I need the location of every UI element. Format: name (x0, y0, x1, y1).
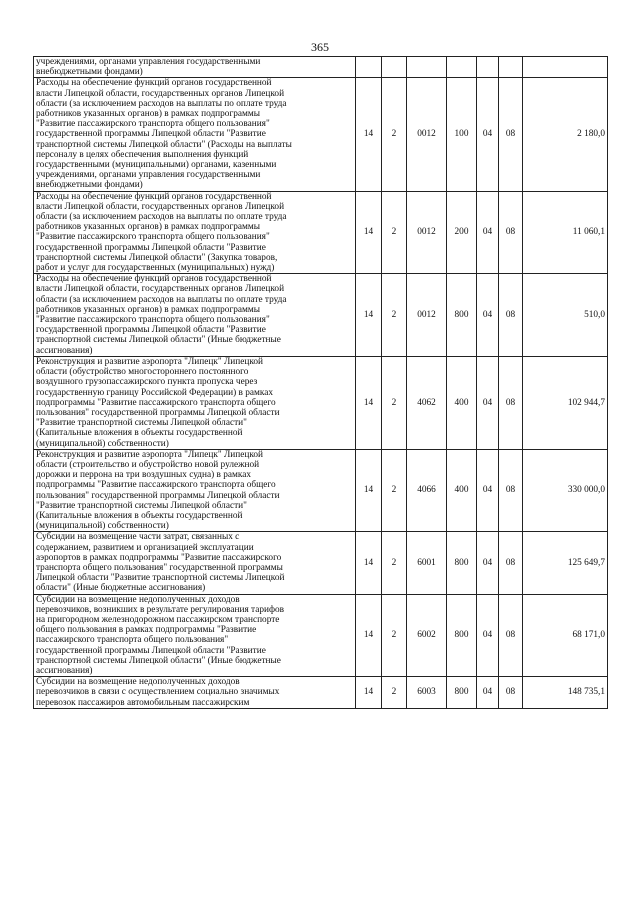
section-cell: 04 (477, 78, 499, 191)
description-line: учреждениями, органами управления государственными (36, 170, 261, 181)
description-cell (34, 191, 356, 274)
description-line: внебюджетными фондами) (36, 180, 143, 191)
description-line: "Развитие транспортной системы Липецкой области" (36, 500, 247, 511)
amount-cell: 148 735,1 (523, 677, 608, 709)
section-cell: 04 (477, 274, 499, 357)
description-line: области (за исключением расходов на выплаты по оплате труда (36, 294, 287, 305)
description-line: подпрограммы "Развитие пассажирского транспорта общего (36, 397, 276, 408)
description-line: Липецкой области "Развитие транспортной системы Липецкой (36, 573, 285, 584)
subsection-cell: 08 (499, 78, 523, 191)
subsection-cell: 08 (499, 532, 523, 594)
expense-type-cell: 100 (447, 78, 477, 191)
grbs-cell: 14 (356, 78, 382, 191)
program-cell: 2 (382, 449, 407, 532)
amount-cell: 2 180,0 (523, 78, 608, 191)
description-line: области" (Иные бюджетные ассигнования) (36, 583, 206, 594)
description-line: (Капитальные вложения в объекты государственной (36, 510, 243, 521)
grbs-cell: 14 (356, 274, 382, 357)
description-line: власти Липецкой области, государственных органов Липецкой (36, 88, 285, 99)
description-line: перевозчиков в связи с осуществлением социально значимых (36, 687, 280, 698)
expense-type-cell: 400 (447, 356, 477, 449)
description-line: Субсидии на возмещение недополученных доходов (36, 677, 240, 688)
target-article-cell: 4066 (407, 449, 447, 532)
description-line: области (строительство и обустройство новой рулежной (36, 459, 260, 470)
description-line: содержанием, развитием и организацией эксплуатации (36, 542, 254, 553)
description-line: перевозок пассажиров автомобильным пассажирским (36, 697, 250, 708)
program-cell: 2 (382, 532, 407, 594)
program-cell: 2 (382, 356, 407, 449)
target-article-cell (407, 57, 447, 78)
section-cell: 04 (477, 677, 499, 709)
description-line: области (за исключением расходов на выплаты по оплате труда (36, 98, 287, 109)
description-line: ассигнования) (36, 345, 93, 356)
grbs-cell (356, 57, 382, 78)
description-line: (Капитальные вложения в объекты государственной (36, 428, 243, 439)
description-line: транспортной системы Липецкой области" (Закупка товаров, (36, 252, 278, 263)
grbs-cell: 14 (356, 191, 382, 274)
description-line: Расходы на обеспечение функций органов государственной (36, 191, 272, 202)
amount-cell: 68 171,0 (523, 594, 608, 677)
table-row (34, 677, 608, 709)
description-line: государственную границу Российской Федерации) в рамках (36, 387, 274, 398)
table-row (34, 594, 608, 677)
section-cell: 04 (477, 191, 499, 274)
amount-cell: 125 649,7 (523, 532, 608, 594)
expense-type-cell: 200 (447, 191, 477, 274)
grbs-cell: 14 (356, 532, 382, 594)
expense-type-cell (447, 57, 477, 78)
subsection-cell (499, 57, 523, 78)
description-line: власти Липецкой области, государственных органов Липецкой (36, 284, 285, 295)
description-line: работников указанных органов) в рамках подпрограммы (36, 304, 261, 315)
description-line: области (за исключением расходов на выплаты по оплате труда (36, 212, 287, 223)
program-cell: 2 (382, 677, 407, 709)
description-line: внебюджетными фондами) (36, 67, 143, 78)
description-line: работ и услуг для государственных (муниципальных) нужд) (36, 263, 275, 274)
expense-type-cell: 400 (447, 449, 477, 532)
amount-cell (523, 57, 608, 78)
target-article-cell: 6001 (407, 532, 447, 594)
table-row (34, 356, 608, 449)
description-line: персоналу в целях обеспечения выполнения функций (36, 149, 249, 160)
amount-cell: 510,0 (523, 274, 608, 357)
page-number: 365 (311, 40, 329, 54)
program-cell: 2 (382, 274, 407, 357)
grbs-cell: 14 (356, 356, 382, 449)
target-article-cell: 0012 (407, 191, 447, 274)
program-cell: 2 (382, 78, 407, 191)
table-row (34, 191, 608, 274)
budget-table (33, 56, 608, 709)
section-cell: 04 (477, 449, 499, 532)
description-line: Расходы на обеспечение функций органов государственной (36, 274, 272, 285)
description-line: (муниципальной) собственности) (36, 521, 169, 532)
program-cell (382, 57, 407, 78)
subsection-cell: 08 (499, 356, 523, 449)
description-line: перевозчиков, возникших в результате регулирования тарифов (36, 604, 285, 615)
description-line: транспортной системы Липецкой области" (Расходы на выплаты (36, 139, 292, 150)
description-line: Реконструкция и развитие аэропорта "Липецк" Липецкой (36, 356, 263, 367)
amount-cell: 102 944,7 (523, 356, 608, 449)
description-line: пассажирского транспорта общего пользования" (36, 635, 229, 646)
description-line: дорожки и перрона на три воздушных судна) в рамках (36, 470, 252, 481)
program-cell: 2 (382, 594, 407, 677)
description-cell (34, 274, 356, 357)
description-line: "Развитие пассажирского транспорта общего пользования" (36, 232, 270, 243)
table-row (34, 532, 608, 594)
description-line: аэропортов в рамках подпрограммы "Развитие пассажирского (36, 552, 282, 563)
description-line: государственными (муниципальными) органами, казенными (36, 160, 277, 171)
description-line: на пригородном железнодорожном пассажирском транспорте (36, 614, 280, 625)
description-line: "Развитие пассажирского транспорта общего пользования" (36, 315, 270, 326)
program-cell: 2 (382, 191, 407, 274)
description-line: Субсидии на возмещение части затрат, связанных с (36, 532, 240, 543)
description-line: учреждениями, органами управления государственными (36, 57, 261, 67)
description-line: общего пользования в рамках подпрограммы "Развитие (36, 625, 257, 636)
description-line: Расходы на обеспечение функций органов государственной (36, 78, 272, 89)
expense-type-cell: 800 (447, 532, 477, 594)
section-cell: 04 (477, 356, 499, 449)
subsection-cell: 08 (499, 594, 523, 677)
section-cell: 04 (477, 532, 499, 594)
description-cell (34, 677, 356, 709)
description-line: пользования" государственной программы Липецкой области (36, 407, 280, 418)
description-cell (34, 532, 356, 594)
subsection-cell: 08 (499, 191, 523, 274)
description-line: государственной программы Липецкой области "Развитие (36, 325, 266, 336)
description-line: государственной программы Липецкой области "Развитие (36, 645, 266, 656)
description-line: государственной программы Липецкой области "Развитие (36, 242, 266, 253)
subsection-cell: 08 (499, 677, 523, 709)
description-line: работников указанных органов) в рамках подпрограммы (36, 222, 261, 233)
description-cell (34, 594, 356, 677)
budget-table-body (34, 57, 608, 709)
amount-cell: 330 000,0 (523, 449, 608, 532)
table-row (34, 274, 608, 357)
section-cell: 04 (477, 594, 499, 677)
description-line: Субсидии на возмещение недополученных доходов (36, 594, 240, 605)
description-line: "Развитие пассажирского транспорта общего пользования" (36, 119, 270, 130)
description-line: "Развитие транспортной системы Липецкой области" (36, 418, 247, 429)
description-line: транспорта общего пользования" государственной программы (36, 562, 283, 573)
description-cell (34, 78, 356, 191)
description-line: государственной программы Липецкой области "Развитие (36, 129, 266, 140)
amount-cell: 11 060,1 (523, 191, 608, 274)
target-article-cell: 4062 (407, 356, 447, 449)
description-cell (34, 449, 356, 532)
description-line: подпрограммы "Развитие пассажирского транспорта общего (36, 480, 276, 491)
target-article-cell: 6003 (407, 677, 447, 709)
table-row (34, 449, 608, 532)
grbs-cell: 14 (356, 677, 382, 709)
subsection-cell: 08 (499, 274, 523, 357)
description-line: власти Липецкой области, государственных органов Липецкой (36, 201, 285, 212)
table-row (34, 78, 608, 191)
description-line: работников указанных органов) в рамках подпрограммы (36, 109, 261, 120)
target-article-cell: 0012 (407, 78, 447, 191)
table-row (34, 57, 608, 78)
description-line: транспортной системы Липецкой области" (Иные бюджетные (36, 655, 281, 666)
description-line: пользования" государственной программы Липецкой области (36, 490, 280, 501)
grbs-cell: 14 (356, 449, 382, 532)
target-article-cell: 0012 (407, 274, 447, 357)
description-cell (34, 57, 356, 78)
description-line: ассигнования) (36, 665, 93, 676)
expense-type-cell: 800 (447, 274, 477, 357)
expense-type-cell: 800 (447, 677, 477, 709)
description-cell (34, 356, 356, 449)
description-line: Реконструкция и развитие аэропорта "Липецк" Липецкой (36, 449, 263, 460)
description-line: области (обустройство многостороннего постоянного (36, 367, 249, 378)
target-article-cell: 6002 (407, 594, 447, 677)
description-line: воздушного грузопассажирского пункта пропуска через (36, 377, 258, 388)
subsection-cell: 08 (499, 449, 523, 532)
description-line: транспортной системы Липецкой области" (Иные бюджетные (36, 335, 281, 346)
description-line: (муниципальной) собственности) (36, 438, 169, 449)
grbs-cell: 14 (356, 594, 382, 677)
section-cell (477, 57, 499, 78)
expense-type-cell: 800 (447, 594, 477, 677)
